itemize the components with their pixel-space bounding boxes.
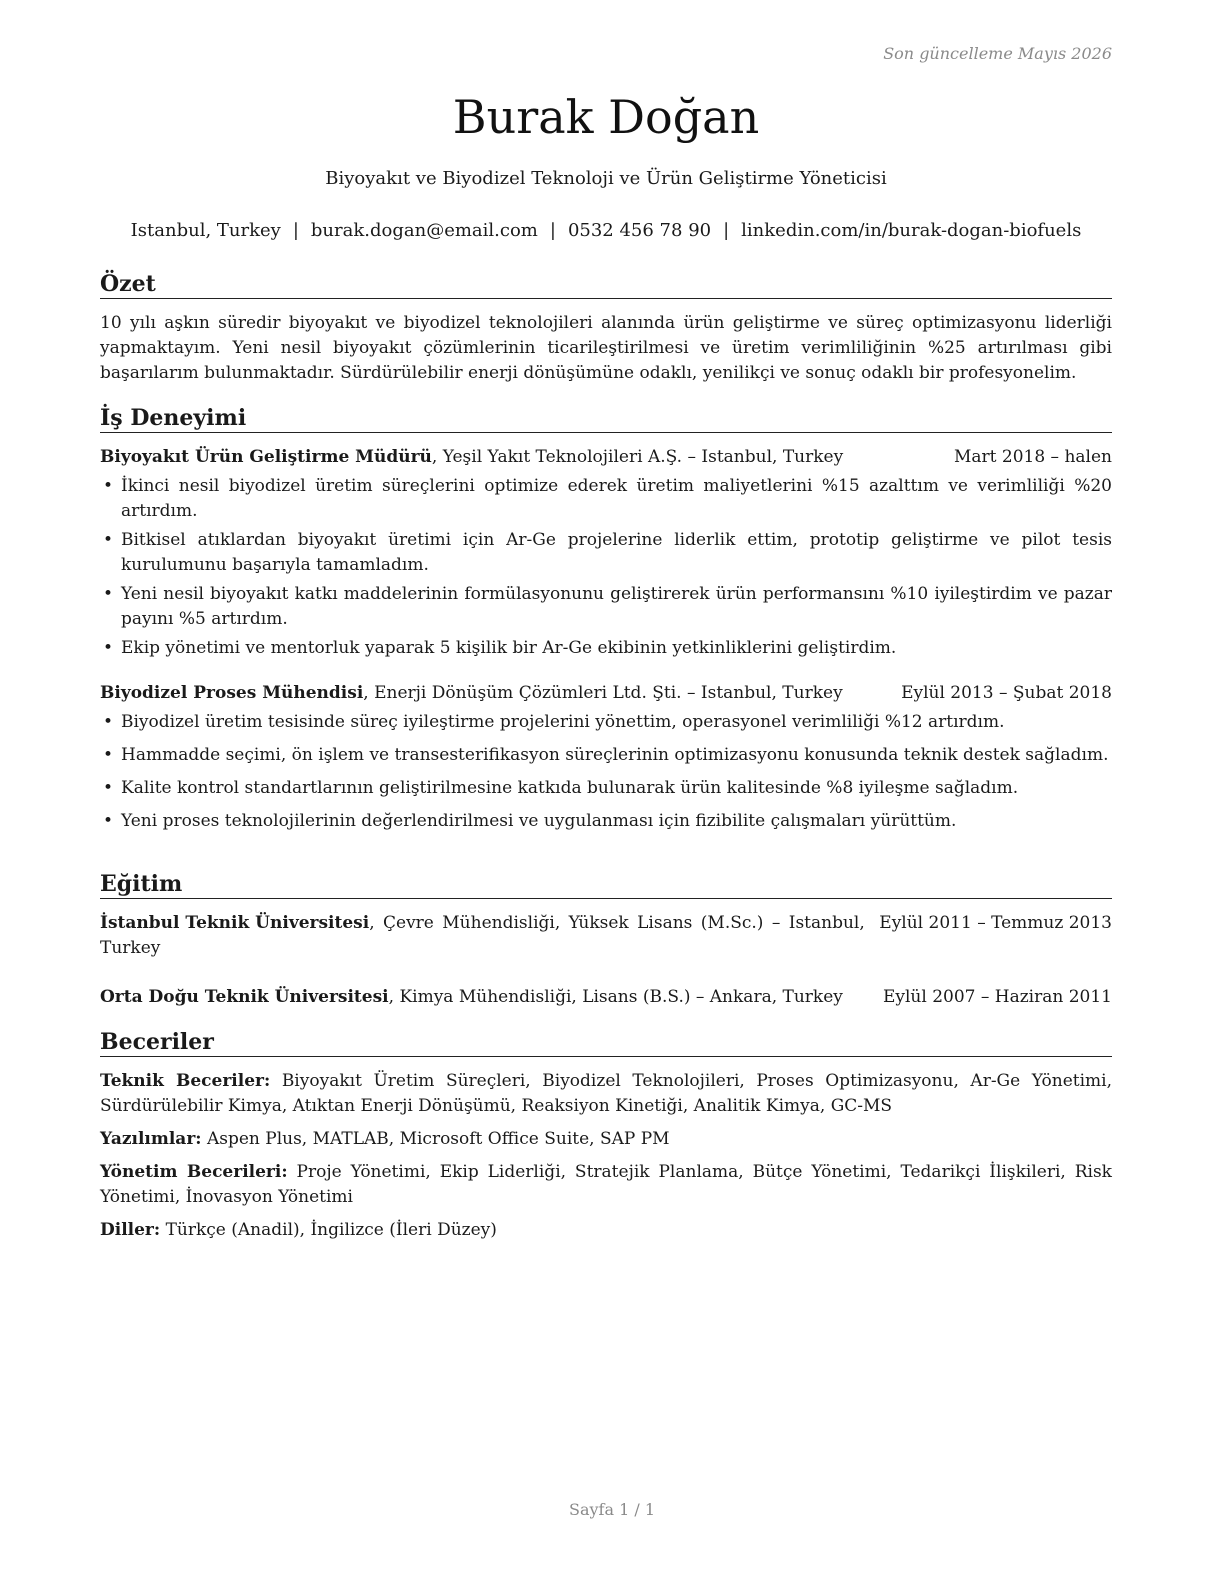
job-role: Biyodizel Proses Mühendisi: [100, 683, 364, 703]
education-header: [100, 985, 1112, 1010]
summary-text: 10 yılı aşkın süredir biyoyakıt ve biyodizel teknolojileri alanında ürün geliştirme ve süreç optimizasyonu liderliği yapmaktayım. Yeni nesil biyoyakıt çözümlerinin ticarileştirilmesi ve üretim verimliliğinin %25 artırılması gibi başarılarım bulunmaktadır. Sürdürülebilir enerji dönüşümüne odaklı, yenilikçi ve sonuç odaklı bir profesyonelim.: [100, 313, 1112, 383]
last-updated-note: Son güncelleme Mayıs 2026: [883, 44, 1112, 63]
bullet-text: Yeni proses teknolojilerinin değerlendirilmesi ve uygulanması için fizibilite çalışmaları yürüttüm.: [121, 811, 957, 831]
job-bullet: [100, 528, 1112, 578]
page-number: Sayfa 1 / 1: [568, 1500, 655, 1519]
summary-section: [100, 270, 1112, 386]
section-title-summary: Özet: [100, 270, 1112, 299]
job-bullet: [100, 809, 1112, 834]
education-dates: Eylül 2007 – Haziran 2011: [882, 987, 1112, 1007]
education-section: [100, 870, 1112, 1010]
job-bullet: [100, 776, 1112, 801]
contact-separator: |: [549, 220, 556, 241]
job-entry: [100, 445, 1112, 661]
bullet-text: Kalite kontrol standartlarının geliştirilmesine katkıda bulunarak ürün kalitesinde %8 iyileşme sağladım.: [121, 778, 1019, 798]
bullet-dot: •: [103, 811, 114, 831]
contact-separator: |: [723, 220, 730, 241]
skills-section: [100, 1028, 1112, 1251]
contact-phone: 0532 456 78 90: [567, 220, 712, 241]
contact-separator: |: [292, 220, 299, 241]
skill-label: Diller:: [100, 1220, 161, 1240]
skill-value: Proje Yönetimi, Ekip Liderliği, Stratejik Planlama, Bütçe Yönetimi, Tedarikçi İlişkileri, Risk Yönetimi, İnovasyon Yönetimi: [100, 1162, 1112, 1207]
bullet-text: Ekip yönetimi ve mentorluk yaparak 5 kişilik bir Ar-Ge ekibinin yetkinliklerini geliştirdim.: [121, 638, 897, 658]
education-detail: , Kimya Mühendisliği, Lisans (B.S.) – Ankara, Turkey: [388, 987, 843, 1007]
job-bullets: [100, 710, 1112, 834]
skill-value: Aspen Plus, MATLAB, Microsoft Office Suite, SAP PM: [201, 1129, 670, 1149]
job-bullet: [100, 636, 1112, 661]
bullet-dot: •: [103, 530, 114, 550]
job-role: Biyoyakıt Ürün Geliştirme Müdürü: [100, 447, 432, 467]
bullet-dot: •: [103, 712, 114, 732]
education-dates: Eylül 2011 – Temmuz 2013: [879, 913, 1112, 933]
job-bullet: [100, 743, 1112, 768]
skill-line: [100, 1069, 1112, 1119]
job-entry: [100, 681, 1112, 834]
job-header: [100, 681, 1112, 706]
job-bullet: [100, 474, 1112, 524]
job-header: [100, 445, 1112, 470]
education-header: [100, 911, 1112, 936]
education-school: İstanbul Teknik Üniversitesi: [100, 913, 370, 933]
skill-label: Teknik Beceriler:: [100, 1071, 271, 1091]
skill-line: [100, 1218, 1112, 1243]
job-bullets: [100, 474, 1112, 661]
skill-line: [100, 1127, 1112, 1152]
contact-email[interactable]: burak.dogan@email.com: [310, 220, 538, 241]
bullet-text: Bitkisel atıklardan biyoyakıt üretimi için Ar-Ge projelerine liderlik ettim, prototip geliştirme ve pilot tesis kurulumunu başarıyla tamamladım.: [121, 530, 1112, 575]
job-bullet: [100, 710, 1112, 735]
section-title-experience: İş Deneyimi: [100, 404, 1112, 433]
bullet-text: Biyodizel üretim tesisinde süreç iyileştirme projelerini yönettim, operasyonel verimliliği %12 artırdım.: [121, 712, 1005, 732]
skill-value: Türkçe (Anadil), İngilizce (İleri Düzey): [160, 1220, 497, 1240]
job-bullet: [100, 582, 1112, 632]
job-dates: Mart 2018 – halen: [953, 447, 1112, 467]
job-dates: Eylül 2013 – Şubat 2018: [901, 683, 1112, 703]
skill-line: [100, 1160, 1112, 1210]
bullet-text: Yeni nesil biyoyakıt katkı maddelerinin formülasyonunu geliştirerek ürün performansını %10 iyileştirdim ve pazar payını %5 artırdım.: [121, 584, 1112, 629]
bullet-dot: •: [103, 584, 114, 604]
experience-section: [100, 404, 1112, 842]
education-entry: [100, 985, 1112, 1010]
skill-value: Biyoyakıt Üretim Süreçleri, Biyodizel Teknolojileri, Proses Optimizasyonu, Ar-Ge Yönetimi, Sürdürülebilir Kimya, Atıktan Enerji Dönüşümü, Reaksiyon Kinetiği, Analitik Kimya, GC-MS: [100, 1071, 1112, 1116]
contact-line: [100, 218, 1112, 244]
skill-label: Yönetim Becerileri:: [100, 1162, 288, 1182]
bullet-dot: •: [103, 638, 114, 658]
job-org: , Yeşil Yakıt Teknolojileri A.Ş. – Istanbul, Turkey: [431, 447, 844, 467]
bullet-dot: •: [103, 476, 114, 496]
candidate-headline: Biyoyakıt ve Biyodizel Teknoloji ve Ürün Geliştirme Yöneticisi: [325, 168, 887, 189]
education-entry: [100, 911, 1112, 961]
section-title-skills: Beceriler: [100, 1028, 1112, 1057]
contact-linkedin[interactable]: linkedin.com/in/burak-dogan-biofuels: [741, 220, 1082, 241]
education-school: Orta Doğu Teknik Üniversitesi: [100, 987, 389, 1007]
section-title-education: Eğitim: [100, 870, 1112, 899]
education-detail: , Çevre Mühendisliği, Yüksek Lisans (M.Sc.) – Istanbul,: [369, 913, 865, 933]
education-detail-continued: Turkey: [100, 938, 161, 958]
skill-label: Yazılımlar:: [100, 1129, 202, 1149]
bullet-dot: •: [103, 745, 114, 765]
contact-location: Istanbul, Turkey: [130, 220, 281, 241]
bullet-text: Hammadde seçimi, ön işlem ve transesterifikasyon süreçlerinin optimizasyonu konusunda teknik destek sağladım.: [121, 745, 1109, 765]
bullet-dot: •: [103, 778, 114, 798]
job-org: , Enerji Dönüşüm Çözümleri Ltd. Şti. – Istanbul, Turkey: [363, 683, 843, 703]
bullet-text: İkinci nesil biyodizel üretim süreçlerini optimize ederek üretim maliyetlerini %15 azalttım ve verimliliği %20 artırdım.: [121, 476, 1112, 521]
candidate-name: Burak Doğan: [452, 90, 760, 144]
